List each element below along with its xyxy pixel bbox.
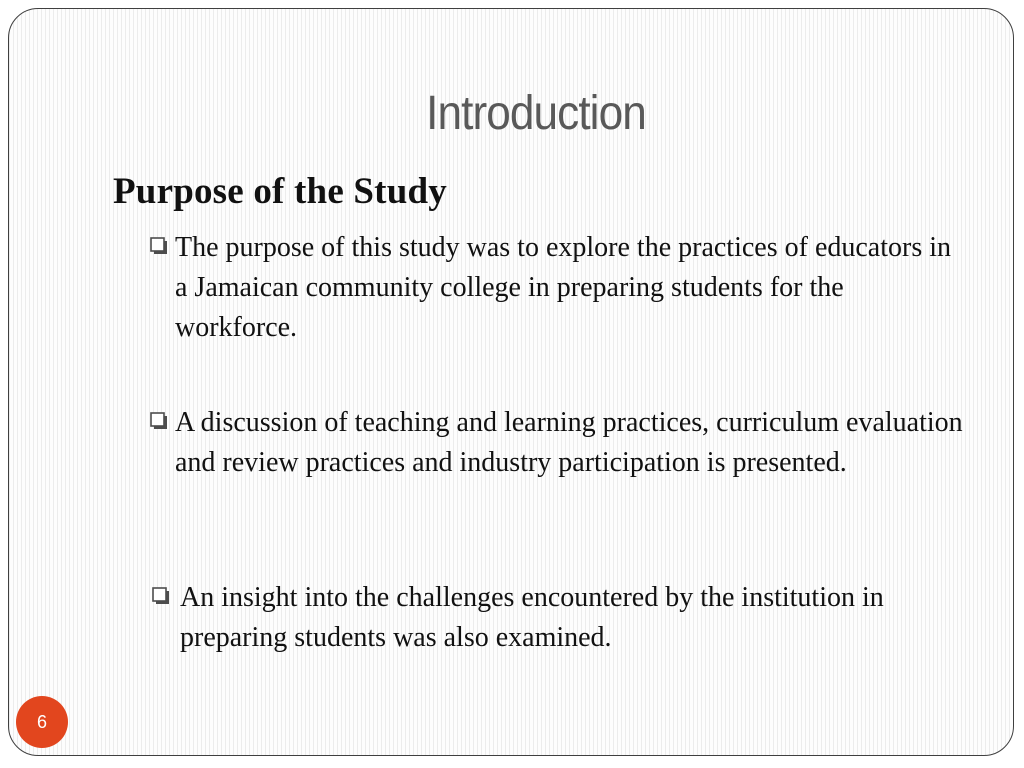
section-heading: Purpose of the Study <box>113 171 447 212</box>
bullet-item-2 <box>150 403 970 483</box>
page-number-badge: 6 <box>16 696 68 748</box>
bullet-text: A discussion of teaching and learning practices, curriculum evaluation and review practices and industry participation is presented. <box>175 407 963 478</box>
bullet-text: The purpose of this study was to explore the practices of educators in a Jamaican community college in preparing students for the workforce. <box>175 232 952 343</box>
bullet-item-3 <box>150 578 970 658</box>
slide-title: Introduction <box>426 87 646 140</box>
bullet-item-1 <box>150 228 970 348</box>
bullet-text: An insight into the challenges encountered by the institution in preparing students was also examined. <box>180 582 884 653</box>
checkbox-square-icon <box>152 587 170 605</box>
checkbox-square-icon <box>150 412 168 430</box>
checkbox-square-icon <box>150 237 168 255</box>
